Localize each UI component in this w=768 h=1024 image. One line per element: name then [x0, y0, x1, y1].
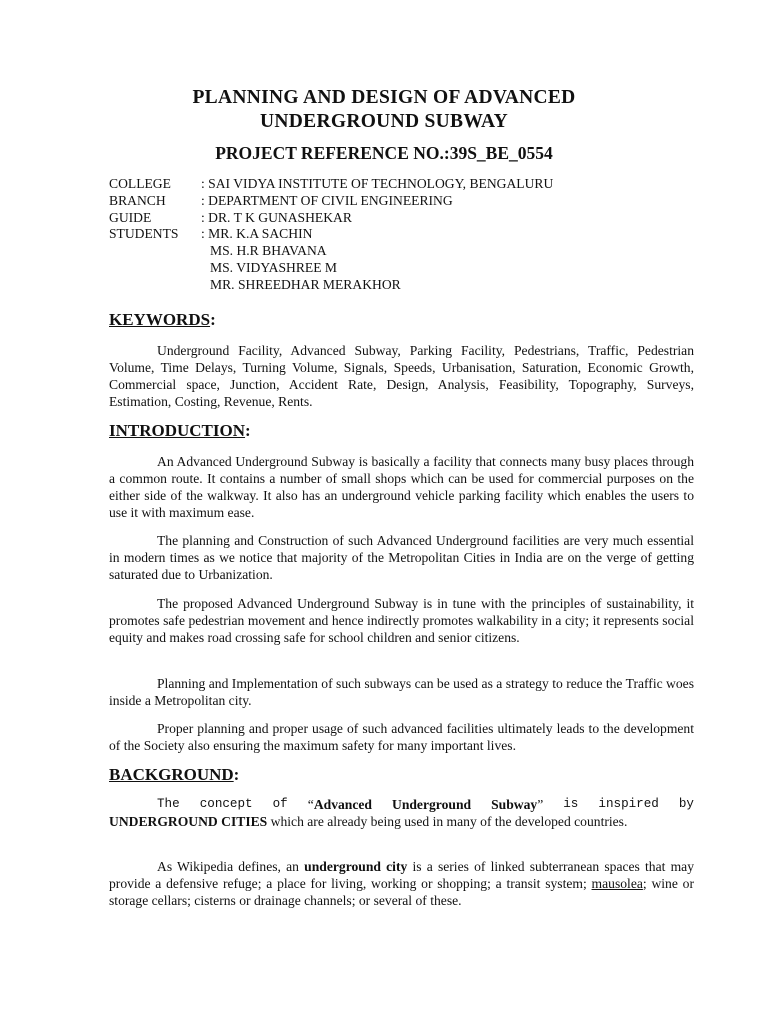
project-info [109, 176, 553, 294]
introduction-paragraph-1: An Advanced Underground Subway is basically a facility that connects many busy places through a common route. It contains a number of small shops which can be used for commercial purposes on the either side of the walkway. It also has an underground vehicle parking facility which enables the users to use it with maximum ease. [109, 454, 694, 520]
branch-row [109, 193, 553, 210]
college-value: : SAI VIDYA INSTITUTE OF TECHNOLOGY, BENGALURU [201, 176, 554, 191]
background-heading: BACKGROUND: [109, 765, 240, 784]
background-paragraph-1: The concept of “Advanced Underground Subway” is inspired by UNDERGROUND CITIES which are already being used in many of the developed countries. [109, 797, 694, 829]
introduction-paragraph-3: The proposed Advanced Underground Subway is in tune with the principles of sustainability, it promotes safe pedestrian movement and hence indirectly promotes walkability in a city; it represents social equity and makes road crossing safe for school children and senior citizens. [109, 596, 694, 645]
introduction-heading: INTRODUCTION: [109, 421, 251, 440]
project-reference: PROJECT REFERENCE NO.:39S_BE_0554 [215, 143, 553, 163]
keywords-paragraph: Underground Facility, Advanced Subway, Parking Facility, Pedestrians, Traffic, Pedestrian Volume, Time Delays, Turning Volume, Signals, Speeds, Urbanisation, Saturation, Economic Growth, Commercial space, Junction, Accident Rate, Design, Analysis, Feasibility, Topography, Surveys, Estimation, Costing, Revenue, Rents. [109, 343, 694, 409]
branch-value: : DEPARTMENT OF CIVIL ENGINEERING [201, 192, 453, 208]
mausolea-link[interactable]: mausolea [591, 876, 643, 891]
student-name: MS. VIDYASHREE M [210, 259, 338, 275]
guide-label: GUIDE [109, 209, 152, 225]
introduction-paragraph-4: Planning and Implementation of such subways can be used as a strategy to reduce the Traffic woes inside a Metropolitan city. [109, 676, 694, 708]
students-row [109, 226, 553, 243]
students-value: : MR. K.A SACHIN [201, 226, 313, 242]
college-row [109, 176, 553, 193]
branch-label: BRANCH [109, 192, 166, 208]
keywords-heading: KEYWORDS: [109, 310, 216, 329]
introduction-paragraph-5: Proper planning and proper usage of such advanced facilities ultimately leads to the development of the Society also ensuring the maximum safety for many important lives. [109, 721, 694, 753]
document-title [0, 86, 768, 134]
college-label: COLLEGE [109, 176, 171, 191]
guide-value: : DR. T K GUNASHEKAR [201, 209, 352, 225]
background-paragraph-2: As Wikipedia defines, an underground city is a series of linked subterranean spaces that may provide a defensive refuge; a place for living, working or shopping; a transit system; mausolea; wine or storage cellars; cisterns or drainage channels; or several of these. [109, 859, 695, 908]
student-name: MS. H.R BHAVANA [210, 243, 327, 259]
introduction-paragraph-2: The planning and Construction of such Advanced Underground facilities are very much essential in modern times as we notice that majority of the Metropolitan Cities in India are on the verge of getting saturated due to Urbanization. [109, 533, 694, 582]
students-label: STUDENTS [109, 226, 179, 242]
guide-row [109, 210, 553, 227]
title-line-1: PLANNING AND DESIGN OF ADVANCED [192, 87, 576, 108]
student-name: MR. SHREEDHAR MERAKHOR [210, 276, 401, 292]
title-line-2: UNDERGROUND SUBWAY [260, 111, 508, 132]
